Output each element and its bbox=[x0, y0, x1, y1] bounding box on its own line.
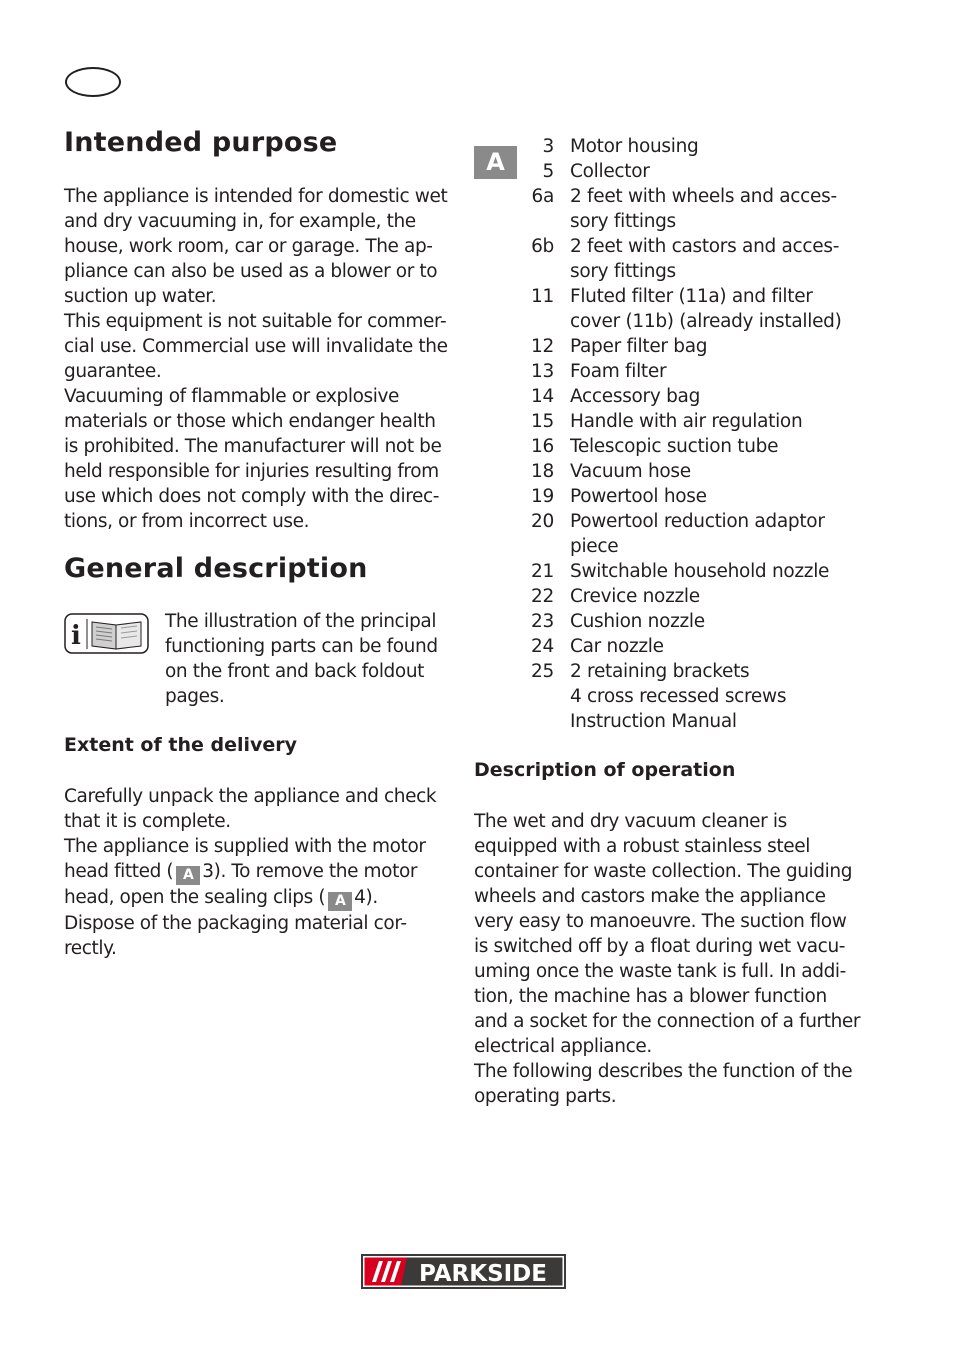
operation-line: The following describes the function of the bbox=[474, 1061, 853, 1082]
operation-line: electrical appliance. bbox=[474, 1036, 652, 1057]
part-label: Collector bbox=[570, 161, 650, 182]
part-number: 16 bbox=[531, 436, 554, 457]
parts-list-item bbox=[528, 484, 858, 509]
parts-list-item bbox=[528, 534, 858, 559]
part-label: Telescopic suction tube bbox=[570, 436, 779, 457]
parts-list-item bbox=[528, 559, 858, 584]
part-label: Powertool hose bbox=[570, 486, 707, 507]
figure-a-badge-large: A bbox=[474, 146, 517, 179]
part-label: Paper filter bag bbox=[570, 336, 708, 357]
parts-list-item bbox=[528, 334, 858, 359]
operation-line: uming once the waste tank is full. In addi- bbox=[474, 961, 846, 982]
parts-list-item bbox=[528, 584, 858, 609]
part-label: Crevice nozzle bbox=[570, 586, 700, 607]
info-text bbox=[165, 609, 455, 709]
parts-list-item bbox=[528, 184, 858, 209]
operation-text bbox=[474, 809, 874, 1109]
parts-list-item bbox=[528, 634, 858, 659]
parts-list-item bbox=[528, 709, 858, 734]
part-label: cover (11b) (already installed) bbox=[570, 311, 842, 332]
operation-line: wheels and castors make the appliance bbox=[474, 886, 826, 907]
figure-a-badge: A bbox=[176, 866, 200, 885]
part-number: 11 bbox=[531, 286, 554, 307]
delivery-line: Carefully unpack the appliance and check bbox=[64, 786, 437, 807]
operation-line: container for waste collection. The guiding bbox=[474, 861, 853, 882]
part-label: Powertool reduction adaptor bbox=[570, 511, 825, 532]
intended-purpose-line: house, work room, car or garage. The ap- bbox=[64, 236, 433, 257]
part-number: 12 bbox=[531, 336, 554, 357]
info-line: on the front and back foldout bbox=[165, 661, 424, 682]
operation-line: tion, the machine has a blower function bbox=[474, 986, 827, 1007]
part-number: 13 bbox=[531, 361, 554, 382]
part-number: 6b bbox=[531, 236, 554, 257]
intended-purpose-line: use which does not comply with the direc- bbox=[64, 486, 440, 507]
part-label: Motor housing bbox=[570, 136, 699, 157]
info-line: functioning parts can be found bbox=[165, 636, 438, 657]
part-label: sory fittings bbox=[570, 261, 676, 282]
info-book-icon bbox=[64, 613, 149, 655]
part-label: Cushion nozzle bbox=[570, 611, 705, 632]
intended-purpose-line: This equipment is not suitable for commer- bbox=[64, 311, 447, 332]
operation-line: very easy to manoeuvre. The suction flow bbox=[474, 911, 847, 932]
parts-list-item bbox=[528, 209, 858, 234]
parts-list-item bbox=[528, 459, 858, 484]
parts-list-item bbox=[528, 409, 858, 434]
part-number: 6a bbox=[531, 186, 554, 207]
parts-list-item bbox=[528, 159, 858, 184]
intended-purpose-line: pliance can also be used as a blower or to bbox=[64, 261, 438, 282]
parts-list-item bbox=[528, 284, 858, 309]
part-label: Instruction Manual bbox=[570, 711, 737, 732]
info-line: pages. bbox=[165, 686, 225, 707]
part-label: 2 retaining brackets bbox=[570, 661, 750, 682]
extent-of-delivery-heading: Extent of the delivery bbox=[64, 734, 298, 756]
parts-list-item bbox=[528, 434, 858, 459]
intended-purpose-line: tions, or from incorrect use. bbox=[64, 511, 310, 532]
part-number: 18 bbox=[531, 461, 554, 482]
part-number: 23 bbox=[531, 611, 554, 632]
info-line: The illustration of the principal bbox=[165, 611, 437, 632]
parts-list-item bbox=[528, 609, 858, 634]
intended-purpose-line: and dry vacuuming in, for example, the bbox=[64, 211, 416, 232]
delivery-line: that it is complete. bbox=[64, 811, 231, 832]
part-number: 14 bbox=[531, 386, 554, 407]
part-label: Switchable household nozzle bbox=[570, 561, 830, 582]
parkside-logo bbox=[361, 1254, 566, 1289]
part-label: Foam filter bbox=[570, 361, 667, 382]
parts-list-item bbox=[528, 234, 858, 259]
intended-purpose-line: held responsible for injuries resulting from bbox=[64, 461, 439, 482]
parts-list-item bbox=[528, 684, 858, 709]
logo-text: PARKSIDE bbox=[418, 1261, 548, 1287]
part-label: 2 feet with wheels and acces- bbox=[570, 186, 837, 207]
parts-list-item bbox=[528, 134, 858, 159]
parts-list-item bbox=[528, 384, 858, 409]
delivery-line: head fitted ( A 3). To remove the motor bbox=[64, 861, 418, 883]
figure-a-badge: A bbox=[328, 892, 352, 911]
part-label: Fluted filter (11a) and filter bbox=[570, 286, 813, 307]
operation-line: and a socket for the connection of a further bbox=[474, 1011, 861, 1032]
parts-list-item bbox=[528, 359, 858, 384]
intended-purpose-line: The appliance is intended for domestic wet bbox=[64, 186, 448, 207]
operation-line: equipped with a robust stainless steel bbox=[474, 836, 810, 857]
part-number: 24 bbox=[531, 636, 554, 657]
part-label: piece bbox=[570, 536, 619, 557]
parts-list-item bbox=[528, 509, 858, 534]
part-number: 21 bbox=[531, 561, 554, 582]
part-number: 20 bbox=[531, 511, 554, 532]
delivery-line: rectly. bbox=[64, 938, 117, 959]
parts-list-item bbox=[528, 309, 858, 334]
part-number: 19 bbox=[531, 486, 554, 507]
part-label: Accessory bag bbox=[570, 386, 701, 407]
delivery-line: head, open the sealing clips ( A 4). bbox=[64, 887, 378, 909]
part-label: sory fittings bbox=[570, 211, 676, 232]
description-of-operation-heading: Description of operation bbox=[474, 759, 736, 781]
part-label: Handle with air regulation bbox=[570, 411, 803, 432]
intended-purpose-text bbox=[64, 184, 454, 534]
intended-purpose-line: is prohibited. The manufacturer will not be bbox=[64, 436, 442, 457]
intended-purpose-line: Vacuuming of flammable or explosive bbox=[64, 386, 400, 407]
intended-purpose-line: cial use. Commercial use will invalidate the bbox=[64, 336, 448, 357]
part-label: Car nozzle bbox=[570, 636, 664, 657]
operation-line: operating parts. bbox=[474, 1086, 617, 1107]
part-number: 25 bbox=[531, 661, 554, 682]
intended-purpose-line: materials or those which endanger health bbox=[64, 411, 436, 432]
parts-list bbox=[528, 134, 858, 734]
part-label: Vacuum hose bbox=[570, 461, 691, 482]
part-number: 22 bbox=[531, 586, 554, 607]
part-label: 2 feet with castors and acces- bbox=[570, 236, 840, 257]
delivery-line: Dispose of the packaging material cor- bbox=[64, 913, 407, 934]
intended-purpose-line: suction up water. bbox=[64, 286, 217, 307]
part-number: 5 bbox=[542, 161, 554, 182]
intended-purpose-line: guarantee. bbox=[64, 361, 162, 382]
parts-list-item bbox=[528, 259, 858, 284]
part-number: 15 bbox=[531, 411, 554, 432]
operation-line: is switched off by a float during wet vacu- bbox=[474, 936, 846, 957]
general-description-heading: General description bbox=[64, 553, 368, 584]
part-label: 4 cross recessed screws bbox=[570, 686, 787, 707]
intended-purpose-heading: Intended purpose bbox=[64, 127, 338, 158]
delivery-text bbox=[64, 784, 454, 961]
operation-line: The wet and dry vacuum cleaner is bbox=[474, 811, 787, 832]
language-badge-oval bbox=[65, 67, 121, 97]
parts-list-item bbox=[528, 659, 858, 684]
delivery-line: The appliance is supplied with the motor bbox=[64, 836, 426, 857]
svg-text:i: i bbox=[71, 621, 81, 651]
part-number: 3 bbox=[542, 136, 554, 157]
